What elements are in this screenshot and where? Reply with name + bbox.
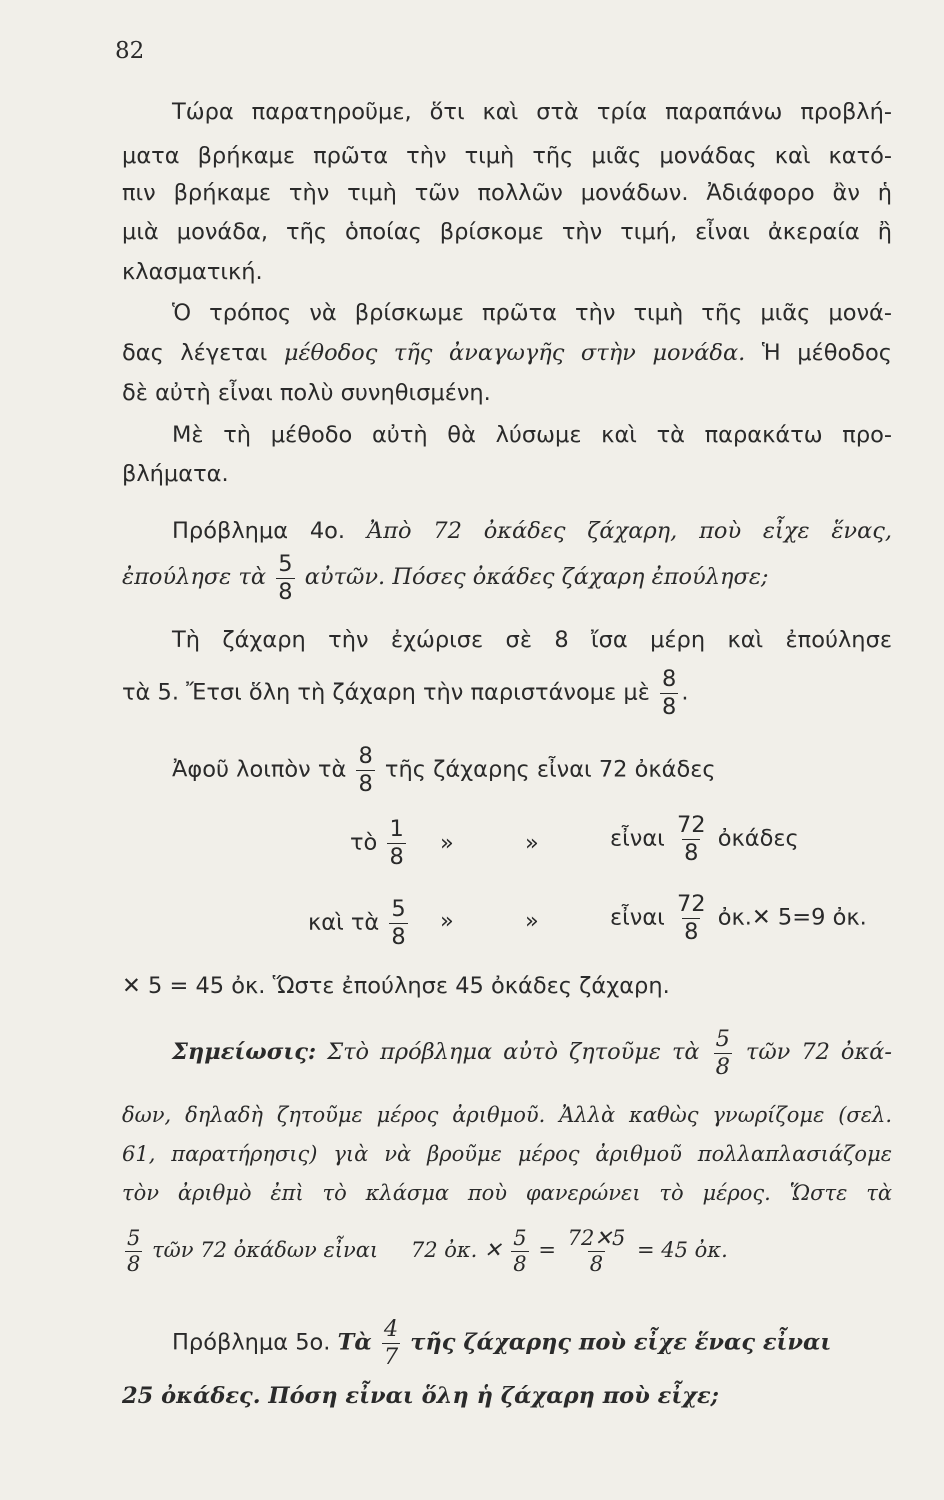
- problem-5-label: Πρόβλημα 5ο.: [172, 1329, 331, 1356]
- numerator: 4: [383, 1316, 399, 1342]
- solution-conclusion: ✕ 5 = 45 ὀκ. Ὥστε ἐπούλησε 45 ὀκάδες ζάχαρη.: [122, 973, 670, 999]
- fraction: [387, 818, 405, 868]
- solution-line: Τὴ ζάχαρη τὴν ἐχώρισε σὲ 8 ἴσα μέρη καὶ ἐπούλησε: [172, 627, 892, 653]
- denominator: 8: [358, 770, 373, 797]
- ditto-mark: »: [440, 830, 454, 856]
- fraction: [714, 1028, 732, 1078]
- ditto-mark: »: [525, 830, 539, 856]
- problem-5-line: [172, 1318, 892, 1368]
- problem-4-label: Πρόβλημα 4ο.: [172, 518, 346, 544]
- text: τὸ: [350, 829, 378, 856]
- fraction: [675, 814, 708, 864]
- denominator: 8: [589, 1252, 604, 1276]
- denominator: 8: [391, 923, 406, 950]
- text: ἐπούλησε τὰ: [122, 564, 267, 590]
- paragraph-line: βλήματα.: [122, 461, 229, 487]
- denominator: 8: [389, 843, 404, 870]
- problem-4-line: [172, 513, 892, 549]
- text: τῆς ζάχαρης ποὺ εἶχε ἕνας εἶναι: [410, 1329, 832, 1356]
- numerator: 5: [513, 1226, 527, 1250]
- paragraph-line: [122, 335, 892, 371]
- note-label: Σημείωσις:: [172, 1039, 317, 1065]
- numerator: 5: [391, 896, 406, 922]
- numerator: 8: [358, 743, 373, 769]
- paragraph-line: ματα βρήκαμε πρῶτα τὴν τιμὴ τῆς μιᾶς μονάδας καὶ κατό-: [122, 143, 892, 169]
- fraction: [511, 1228, 528, 1275]
- denominator: 8: [513, 1252, 527, 1276]
- text: τῶν 72 ὀκάδων εἶναι: [152, 1238, 379, 1262]
- text: Τὰ: [337, 1329, 372, 1356]
- ditto-mark: »: [440, 908, 454, 934]
- solution-line: [122, 668, 892, 718]
- paragraph-line: Τώρα παρατηροῦμε, ὅτι καὶ στὰ τρία παραπάνω προβλή-: [172, 99, 892, 125]
- paragraph-line: Μὲ τὴ μέθοδο αὐτὴ θὰ λύσωμε καὶ τὰ παρακάτω προ-: [172, 422, 892, 448]
- text: εἶναι: [610, 825, 665, 852]
- text: δας λέγεται: [122, 340, 268, 366]
- text: Στὸ πρόβλημα αὐτὸ ζητοῦμε τὰ: [327, 1039, 700, 1065]
- fraction: [566, 1228, 628, 1275]
- note-formula: [122, 1228, 892, 1275]
- numerator: 1: [389, 816, 404, 842]
- note-line: 61, παρατήρησις) γιὰ νὰ βροῦμε μέρος ἀριθμοῦ πολλαπλασιάζομε: [122, 1142, 892, 1166]
- text: τῆς ζάχαρης εἶναι 72 ὀκάδες: [384, 756, 716, 783]
- problem-5-line: 25 ὀκάδες. Πόση εἶναι ὅλη ἡ ζάχαρη ποὺ εἶχε;: [122, 1383, 719, 1409]
- page-number: 82: [115, 38, 145, 64]
- note-line: τὸν ἀριθμὸ ἐπὶ τὸ κλάσμα ποὺ φανερώνει τὸ μέρος. Ὥστε τὰ: [122, 1181, 892, 1205]
- solution-step: [610, 814, 799, 864]
- paragraph-line: δὲ αὐτὴ εἶναι πολὺ συνηθισμένη.: [122, 380, 491, 406]
- paragraph-line: μιὰ μονάδα, τῆς ὁποίας βρίσκομε τὴν τιμή, εἶναι ἀκεραία ἢ: [122, 219, 892, 245]
- numerator: 72: [676, 891, 706, 917]
- denominator: 8: [715, 1053, 730, 1080]
- denominator: 8: [684, 839, 699, 866]
- numerator: 5: [127, 1226, 141, 1250]
- solution-step: [172, 745, 892, 795]
- fraction: [389, 898, 407, 948]
- fraction: [356, 745, 374, 795]
- method-term: μέθοδος τῆς ἀναγωγῆς στὴν μονάδα.: [283, 340, 746, 366]
- text: εἶναι: [610, 904, 665, 931]
- fraction: [276, 553, 294, 603]
- text: ὀκάδες: [717, 825, 799, 852]
- text: Ἡ μέθοδος: [761, 340, 892, 366]
- numerator: 72: [676, 812, 706, 838]
- denominator: 8: [127, 1252, 141, 1276]
- paragraph-line: κλασματική.: [122, 259, 263, 285]
- fraction: [675, 893, 708, 943]
- problem-4-text: Ἀπὸ 72 ὀκάδες ζάχαρη, ποὺ εἶχε ἕνας,: [366, 518, 893, 544]
- equals-sign: =: [538, 1238, 556, 1262]
- text: ὀκ.✕ 5=9 ὀκ.: [717, 904, 867, 931]
- denominator: 8: [684, 918, 699, 945]
- text: τῶν 72 ὀκά-: [745, 1039, 893, 1065]
- text: Ἀφοῦ λοιπὸν τὰ: [172, 756, 347, 783]
- text: αὐτῶν. Πόσες ὀκάδες ζάχαρη ἐπούλησε;: [304, 564, 769, 590]
- problem-4-line: [122, 553, 892, 603]
- text: .: [681, 679, 689, 706]
- numerator: 5: [715, 1026, 730, 1052]
- text: καὶ τὰ: [308, 909, 380, 936]
- paragraph-line: Ὁ τρόπος νὰ βρίσκωμε πρῶτα τὴν τιμὴ τῆς μιᾶς μονά-: [172, 300, 892, 326]
- denominator: 8: [662, 693, 677, 720]
- solution-step: [350, 818, 409, 868]
- fraction: [660, 668, 678, 718]
- denominator: 7: [383, 1343, 399, 1370]
- text: 72 ὀκ. ✕: [410, 1238, 502, 1262]
- numerator: 72✕5: [567, 1226, 626, 1250]
- text: = 45 ὀκ.: [637, 1238, 728, 1262]
- text: τὰ 5. Ἔτσι ὅλη τὴ ζάχαρη τὴν παριστάνομε μὲ: [122, 679, 650, 706]
- note-line: δων, δηλαδὴ ζητοῦμε μέρος ἀριθμοῦ. Ἀλλὰ καθὼς γνωρίζομε (σελ.: [122, 1103, 892, 1127]
- paragraph-line: πιν βρήκαμε τὴν τιμὴ τῶν πολλῶν μονάδων. Ἀδιάφορο ἂν ἡ: [122, 180, 892, 206]
- denominator: 8: [278, 578, 293, 605]
- solution-step: [610, 893, 867, 943]
- solution-step: [308, 898, 411, 948]
- ditto-mark: »: [525, 908, 539, 934]
- numerator: 8: [662, 666, 677, 692]
- note-line: [172, 1028, 892, 1078]
- fraction: [382, 1318, 400, 1368]
- numerator: 5: [278, 551, 293, 577]
- fraction: [125, 1228, 142, 1275]
